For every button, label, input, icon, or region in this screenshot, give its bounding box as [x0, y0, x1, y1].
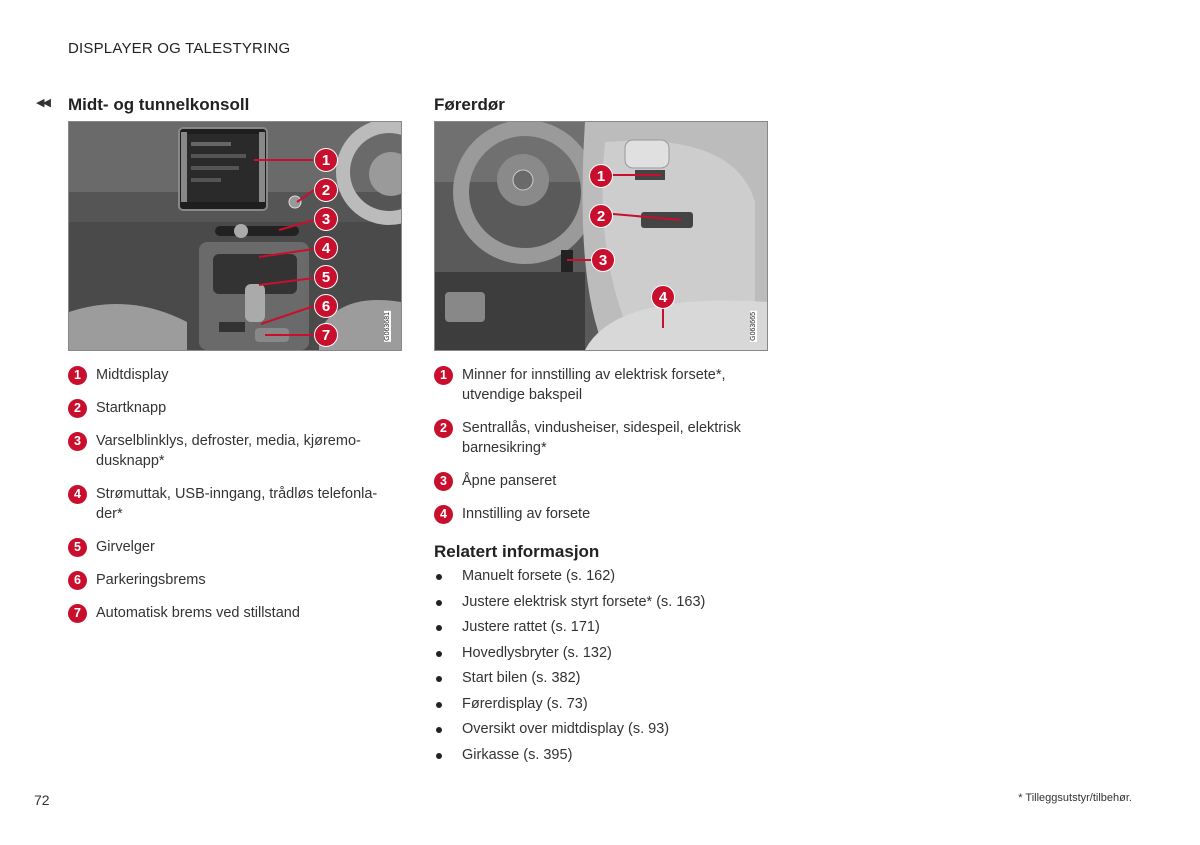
legend-number: 1 [434, 366, 453, 385]
legend-number: 5 [68, 538, 87, 557]
callout-5: 5 [314, 265, 338, 289]
page-number: 72 [34, 792, 50, 808]
legend-text: Startknapp [96, 400, 167, 416]
legend-number: 4 [68, 485, 87, 504]
related-link[interactable]: Oversikt over midtdisplay (s. 93) [434, 717, 768, 743]
list-item [68, 398, 402, 418]
section-heading-console: Midt- og tunnelkonsoll [68, 95, 250, 114]
legend-number: 4 [434, 505, 453, 524]
legend-number: 1 [68, 366, 87, 385]
legend-number: 6 [68, 571, 87, 590]
legend-text: Parkeringsbrems [96, 572, 206, 588]
list-item [68, 570, 402, 590]
callout-1: 1 [589, 164, 613, 188]
callout-4: 4 [314, 236, 338, 260]
callout-3: 3 [314, 207, 338, 231]
legend-number: 3 [68, 432, 87, 451]
legend-number: 2 [434, 419, 453, 438]
left-column [68, 95, 402, 636]
related-link[interactable]: Hovedlysbryter (s. 132) [434, 641, 768, 667]
list-item [68, 365, 402, 385]
figure-code: G063681 [384, 312, 391, 341]
footnote: * Tilleggsutstyr/tilbehør. [1018, 792, 1132, 804]
figure-code: G063665 [750, 312, 757, 341]
list-item [68, 537, 402, 557]
right-column [434, 95, 768, 768]
callout-1: 1 [314, 148, 338, 172]
legend-text: Innstilling av forsete [462, 506, 591, 522]
door-illustration [435, 122, 767, 350]
legend-text: Åpne panseret [462, 473, 557, 489]
legend-number: 3 [434, 472, 453, 491]
related-link[interactable]: Girkasse (s. 395) [434, 743, 768, 769]
legend-text: Automatisk brems ved stillstand [96, 605, 300, 621]
section-heading-door: Førerdør [434, 95, 505, 114]
related-link[interactable]: Start bilen (s. 382) [434, 666, 768, 692]
legend-text: Sentrallås, vindusheiser, sidespeil, elektrisk barnesikring* [462, 420, 741, 456]
legend-number: 2 [68, 399, 87, 418]
list-item [434, 418, 768, 458]
list-item [68, 484, 402, 524]
callout-6: 6 [314, 294, 338, 318]
related-link[interactable]: Justere elektrisk styrt forsete* (s. 163) [434, 590, 768, 616]
callout-3: 3 [591, 248, 615, 272]
related-link[interactable]: Justere rattet (s. 171) [434, 615, 768, 641]
legend-text: Midtdisplay [96, 367, 169, 383]
related-heading: Relatert informasjon [434, 542, 600, 561]
callout-2: 2 [314, 178, 338, 202]
callout-4: 4 [651, 285, 675, 309]
related-link[interactable]: Førerdisplay (s. 73) [434, 692, 768, 718]
legend-text: Strømuttak, USB-inngang, trådløs telefonla-der* [96, 486, 378, 522]
list-item [68, 603, 402, 623]
legend-number: 7 [68, 604, 87, 623]
door-figure [434, 121, 768, 351]
list-item [434, 504, 768, 524]
previous-page-icon[interactable]: ◀◀ [36, 97, 49, 109]
legend-text: Varselblinklys, defroster, media, kjøremo-dusknapp* [96, 433, 361, 469]
callout-2: 2 [589, 204, 613, 228]
list-item [434, 365, 768, 405]
list-item [434, 471, 768, 491]
callout-7: 7 [314, 323, 338, 347]
console-illustration [69, 122, 401, 350]
related-link[interactable]: Manuelt forsete (s. 162) [434, 564, 768, 590]
door-legend [434, 365, 768, 524]
legend-text: Minner for innstilling av elektrisk forsete*, utvendige bakspeil [462, 367, 726, 403]
console-legend [68, 365, 402, 623]
page-header: DISPLAYER OG TALESTYRING [68, 40, 291, 57]
console-figure [68, 121, 402, 351]
list-item [68, 431, 402, 471]
related-list [434, 564, 768, 768]
legend-text: Girvelger [96, 539, 155, 555]
